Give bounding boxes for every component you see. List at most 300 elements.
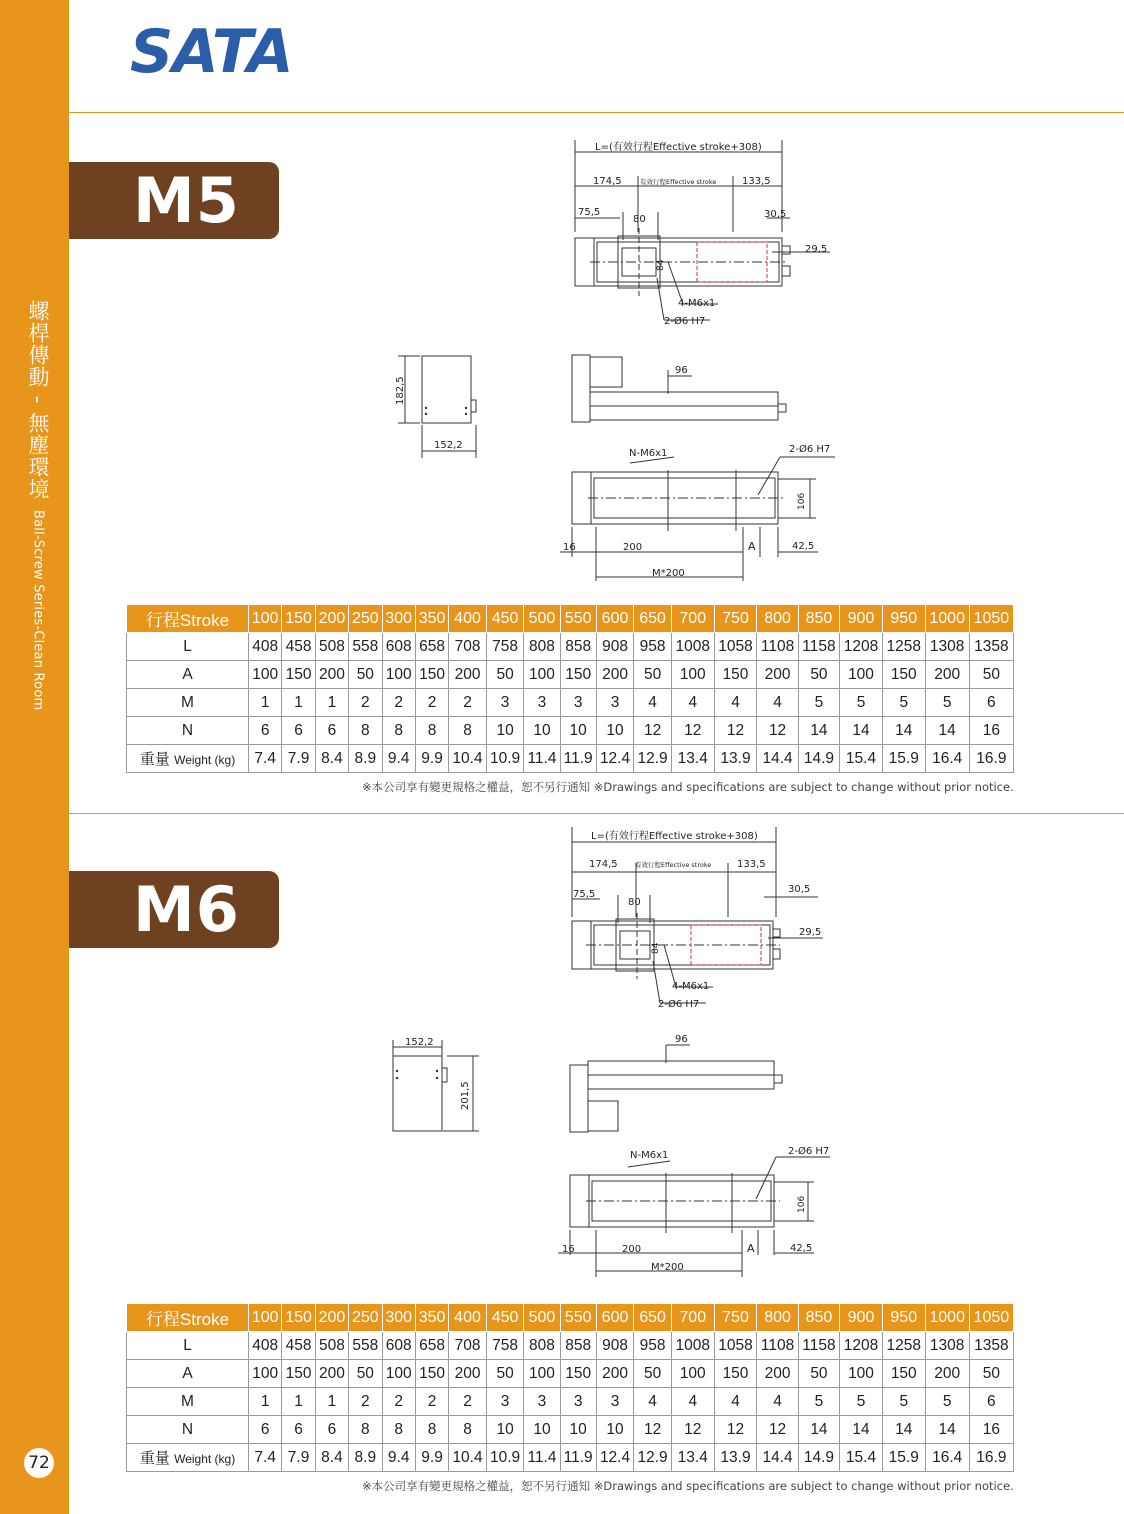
stroke-cell: 850 (798, 605, 839, 633)
dim-133: 133,5 (742, 176, 771, 187)
divider (69, 813, 1124, 814)
stroke-cell: 1000 (925, 1304, 969, 1332)
disclaimer-note: ※本公司享有變更規格之權益，恕不另行通知 ※Drawings and specifications are subject to change without prior notice. (362, 1479, 1014, 1493)
weight-cell: 11.9 (560, 745, 596, 773)
dim-200: 200 (623, 542, 643, 553)
model-tag-m6: M6 (69, 871, 279, 948)
table-cell: 758 (486, 1332, 524, 1360)
table-cell: 1108 (757, 1332, 798, 1360)
table-cell: 12 (757, 1416, 798, 1444)
table-cell: 4 (634, 689, 672, 717)
stroke-cell: 400 (449, 1304, 487, 1332)
m5-top-view-drawing (560, 132, 850, 332)
weight-cell: 16.4 (925, 1444, 969, 1472)
stroke-cell: 300 (382, 605, 415, 633)
weight-label-en: Weight (kg) (174, 1452, 236, 1466)
row-label (127, 1444, 249, 1472)
dim-width: 152,2 (434, 440, 463, 451)
table-cell: 1 (282, 1388, 315, 1416)
table-cell: 1308 (925, 633, 969, 661)
table-cell: 100 (671, 661, 714, 689)
table-cell: 858 (560, 1332, 596, 1360)
label-n-tap: N-M6x1 (629, 448, 668, 459)
table-cell: 200 (449, 661, 487, 689)
weight-cell: 7.4 (249, 745, 282, 773)
table-cell: 1358 (969, 633, 1013, 661)
stroke-cell: 750 (714, 1304, 757, 1332)
table-cell: 1 (315, 1388, 348, 1416)
table-cell: 150 (560, 1360, 596, 1388)
row-label (127, 745, 249, 773)
table-cell: 408 (249, 1332, 282, 1360)
table-cell: 608 (382, 633, 415, 661)
dim-80: 80 (628, 897, 641, 908)
weight-cell: 12.9 (634, 745, 672, 773)
weight-cell: 11.4 (524, 745, 560, 773)
table-cell: 5 (798, 689, 839, 717)
table-cell: 200 (449, 1360, 487, 1388)
dim-height: 182,5 (395, 376, 406, 405)
dim-a: A (748, 540, 756, 553)
table-cell: 5 (925, 689, 969, 717)
stroke-cell: 900 (840, 605, 883, 633)
label-tap: 4-M6x1 (672, 981, 710, 992)
table-cell: 3 (596, 1388, 634, 1416)
row-label: 行程Stroke (127, 605, 249, 633)
stroke-cell: 350 (415, 605, 448, 633)
table-cell: 2 (349, 1388, 382, 1416)
table-cell: 5 (798, 1388, 839, 1416)
dim-width: 152,2 (405, 1037, 434, 1048)
table-cell: 1208 (840, 1332, 883, 1360)
table-cell: 50 (969, 661, 1013, 689)
table-cell: 1 (315, 689, 348, 717)
stroke-row (127, 1304, 1014, 1332)
table-cell: 2 (415, 689, 448, 717)
weight-label-zh: 重量 (139, 751, 170, 768)
table-cell: 100 (671, 1360, 714, 1388)
table-cell: 1258 (882, 1332, 925, 1360)
table-cell: 10 (524, 717, 560, 745)
table-cell: 3 (524, 1388, 560, 1416)
stroke-cell: 1050 (969, 1304, 1013, 1332)
table-cell: 658 (415, 633, 448, 661)
table-cell: 8 (415, 1416, 448, 1444)
weight-cell: 9.4 (382, 745, 415, 773)
weight-cell: 9.4 (382, 1444, 415, 1472)
table-cell: 50 (349, 661, 382, 689)
row-label: L (127, 1332, 249, 1360)
table-cell: 1208 (840, 633, 883, 661)
weight-cell: 7.9 (282, 745, 315, 773)
row-label: N (127, 717, 249, 745)
table-cell: 150 (282, 661, 315, 689)
weight-label-zh: 重量 (139, 1450, 170, 1467)
table-cell: 658 (415, 1332, 448, 1360)
label-pin: 2-Ø6 H7 (664, 316, 706, 327)
dim-a: A (747, 1242, 755, 1255)
weight-cell: 10.9 (486, 745, 524, 773)
dim-106: 106 (797, 1195, 807, 1213)
table-row (127, 1360, 1014, 1388)
weight-cell: 11.4 (524, 1444, 560, 1472)
weight-cell: 12.9 (634, 1444, 672, 1472)
table-cell: 1058 (714, 633, 757, 661)
table-row (127, 1332, 1014, 1360)
weight-cell: 16.4 (925, 745, 969, 773)
weight-cell: 7.4 (249, 1444, 282, 1472)
dim-84: 84 (656, 259, 666, 271)
dim-106: 106 (797, 492, 807, 510)
table-cell: 200 (315, 1360, 348, 1388)
table-cell: 8 (382, 717, 415, 745)
table-cell: 14 (882, 717, 925, 745)
table-cell: 50 (969, 1360, 1013, 1388)
sidebar (0, 0, 69, 1514)
table-cell: 1008 (671, 1332, 714, 1360)
table-cell: 50 (798, 1360, 839, 1388)
table-cell: 2 (382, 689, 415, 717)
table-cell: 150 (714, 661, 757, 689)
weight-cell: 9.9 (415, 1444, 448, 1472)
table-cell: 200 (925, 661, 969, 689)
table-cell: 4 (634, 1388, 672, 1416)
table-cell: 958 (634, 1332, 672, 1360)
table-cell: 10 (486, 717, 524, 745)
weight-cell: 8.4 (315, 1444, 348, 1472)
dim-l-formula: L=(有效行程Effective stroke+308) (595, 142, 762, 153)
weight-cell: 14.4 (757, 745, 798, 773)
table-cell: 3 (596, 689, 634, 717)
table-cell: 1008 (671, 633, 714, 661)
table-cell: 16 (969, 717, 1013, 745)
dim-16: 16 (562, 1244, 575, 1255)
dim-174: 174,5 (589, 859, 618, 870)
stroke-cell: 500 (524, 1304, 560, 1332)
table-cell: 708 (449, 633, 487, 661)
table-row (127, 1388, 1014, 1416)
dim-l-formula: L=(有效行程Effective stroke+308) (591, 831, 758, 842)
table-cell: 2 (449, 1388, 487, 1416)
stroke-cell: 300 (382, 1304, 415, 1332)
table-cell: 5 (882, 689, 925, 717)
stroke-cell: 700 (671, 1304, 714, 1332)
m5-end-view-drawing (390, 350, 490, 460)
table-cell: 12 (671, 717, 714, 745)
dim-16: 16 (563, 542, 576, 553)
table-cell: 6 (249, 1416, 282, 1444)
table-cell: 1358 (969, 1332, 1013, 1360)
weight-cell: 8.9 (349, 1444, 382, 1472)
table-row (127, 633, 1014, 661)
stroke-cell: 350 (415, 1304, 448, 1332)
stroke-cell: 650 (634, 1304, 672, 1332)
table-cell: 6 (315, 1416, 348, 1444)
table-cell: 150 (282, 1360, 315, 1388)
table-cell: 10 (596, 1416, 634, 1444)
table-cell: 200 (757, 661, 798, 689)
dim-84: 84 (651, 942, 661, 954)
weight-row (127, 745, 1014, 773)
table-cell: 100 (249, 1360, 282, 1388)
table-cell: 100 (840, 1360, 883, 1388)
table-cell: 5 (882, 1388, 925, 1416)
dim-200: 200 (622, 1244, 642, 1255)
divider (69, 112, 1124, 113)
weight-cell: 13.9 (714, 1444, 757, 1472)
table-cell: 150 (560, 661, 596, 689)
dim-75: 75,5 (578, 207, 601, 218)
label-n-tap: N-M6x1 (630, 1150, 669, 1161)
stroke-cell: 850 (798, 1304, 839, 1332)
table-cell: 14 (798, 1416, 839, 1444)
weight-cell: 10.4 (449, 745, 487, 773)
table-cell: 1058 (714, 1332, 757, 1360)
dim-80: 80 (633, 214, 646, 225)
label-tap: 4-M6x1 (678, 298, 716, 309)
table-cell: 908 (596, 1332, 634, 1360)
table-cell: 1308 (925, 1332, 969, 1360)
weight-cell: 8.9 (349, 745, 382, 773)
table-cell: 558 (349, 633, 382, 661)
table-cell: 50 (634, 1360, 672, 1388)
table-cell: 4 (671, 1388, 714, 1416)
weight-cell: 10.4 (449, 1444, 487, 1472)
table-cell: 100 (840, 661, 883, 689)
table-cell: 4 (671, 689, 714, 717)
dim-96: 96 (675, 365, 688, 376)
table-cell: 8 (415, 717, 448, 745)
table-row (127, 661, 1014, 689)
m5-side-bottom-drawing (560, 345, 850, 590)
weight-cell: 12.4 (596, 1444, 634, 1472)
stroke-cell: 750 (714, 605, 757, 633)
weight-cell: 15.9 (882, 1444, 925, 1472)
table-row (127, 689, 1014, 717)
stroke-cell: 200 (315, 1304, 348, 1332)
table-cell: 200 (315, 661, 348, 689)
table-cell: 200 (596, 1360, 634, 1388)
weight-cell: 15.9 (882, 745, 925, 773)
table-cell: 3 (486, 689, 524, 717)
table-cell: 14 (925, 1416, 969, 1444)
stroke-cell: 500 (524, 605, 560, 633)
label-pin2: 2-Ø6 H7 (789, 444, 831, 455)
table-row (127, 1416, 1014, 1444)
weight-cell: 14.9 (798, 1444, 839, 1472)
spec-table-m5 (126, 604, 1014, 773)
table-cell: 6 (282, 717, 315, 745)
stroke-cell: 550 (560, 1304, 596, 1332)
page-number: 72 (24, 1448, 54, 1478)
table-cell: 1 (282, 689, 315, 717)
table-row (127, 717, 1014, 745)
table-cell: 10 (524, 1416, 560, 1444)
dim-29: 29,5 (799, 927, 822, 938)
table-cell: 14 (798, 717, 839, 745)
table-cell: 1 (249, 689, 282, 717)
table-cell: 558 (349, 1332, 382, 1360)
table-cell: 3 (560, 689, 596, 717)
weight-cell: 16.9 (969, 745, 1013, 773)
dim-m200: M*200 (651, 1262, 684, 1273)
row-label: 行程Stroke (127, 1304, 249, 1332)
sidebar-title (22, 300, 54, 710)
m6-side-bottom-drawing (558, 1027, 848, 1282)
stroke-cell: 900 (840, 1304, 883, 1332)
table-cell: 150 (882, 1360, 925, 1388)
dim-height: 201,5 (460, 1081, 471, 1110)
table-cell: 608 (382, 1332, 415, 1360)
table-cell: 3 (524, 689, 560, 717)
sidebar-title-en: Ball-Screw Series-Clean Room (30, 509, 46, 711)
stroke-cell: 450 (486, 1304, 524, 1332)
stroke-cell: 450 (486, 605, 524, 633)
table-cell: 8 (349, 1416, 382, 1444)
weight-cell: 15.4 (840, 745, 883, 773)
weight-cell: 11.9 (560, 1444, 596, 1472)
table-cell: 14 (840, 1416, 883, 1444)
stroke-cell: 1050 (969, 605, 1013, 633)
stroke-cell: 950 (882, 605, 925, 633)
table-cell: 2 (382, 1388, 415, 1416)
row-label: A (127, 661, 249, 689)
table-cell: 200 (925, 1360, 969, 1388)
dim-133: 133,5 (737, 859, 766, 870)
stroke-cell: 250 (349, 1304, 382, 1332)
table-cell: 14 (840, 717, 883, 745)
label-pin: 2-Ø6 H7 (658, 999, 700, 1010)
table-cell: 100 (524, 1360, 560, 1388)
table-cell: 958 (634, 633, 672, 661)
table-cell: 12 (634, 1416, 672, 1444)
dim-stroke-small: 有效行程Effective stroke (640, 178, 717, 186)
stroke-cell: 950 (882, 1304, 925, 1332)
stroke-cell: 800 (757, 1304, 798, 1332)
table-cell: 1108 (757, 633, 798, 661)
table-cell: 8 (449, 1416, 487, 1444)
table-cell: 150 (882, 661, 925, 689)
table-cell: 908 (596, 633, 634, 661)
table-cell: 8 (382, 1416, 415, 1444)
table-cell: 50 (486, 1360, 524, 1388)
weight-cell: 13.9 (714, 745, 757, 773)
sidebar-title-zh: 螺桿傳動 - 無塵環境 (26, 300, 50, 500)
table-cell: 4 (757, 1388, 798, 1416)
dim-30: 30,5 (764, 209, 787, 220)
table-cell: 458 (282, 1332, 315, 1360)
table-cell: 200 (596, 661, 634, 689)
weight-cell: 8.4 (315, 745, 348, 773)
table-cell: 3 (560, 1388, 596, 1416)
table-cell: 758 (486, 633, 524, 661)
stroke-cell: 150 (282, 605, 315, 633)
table-cell: 50 (798, 661, 839, 689)
table-cell: 10 (486, 1416, 524, 1444)
stroke-cell: 700 (671, 605, 714, 633)
table-cell: 50 (349, 1360, 382, 1388)
stroke-cell: 200 (315, 605, 348, 633)
stroke-cell: 100 (249, 1304, 282, 1332)
table-cell: 858 (560, 633, 596, 661)
table-cell: 808 (524, 1332, 560, 1360)
row-label: M (127, 1388, 249, 1416)
stroke-cell: 600 (596, 605, 634, 633)
weight-label-en: Weight (kg) (174, 753, 236, 767)
table-cell: 5 (840, 689, 883, 717)
spec-table-m6 (126, 1303, 1014, 1472)
table-cell: 708 (449, 1332, 487, 1360)
table-cell: 1 (249, 1388, 282, 1416)
weight-row (127, 1444, 1014, 1472)
table-cell: 2 (349, 689, 382, 717)
table-cell: 100 (524, 661, 560, 689)
table-cell: 5 (925, 1388, 969, 1416)
dim-m200: M*200 (652, 568, 685, 579)
table-cell: 16 (969, 1416, 1013, 1444)
table-cell: 8 (449, 717, 487, 745)
m6-top-view-drawing (558, 821, 848, 1016)
table-cell: 2 (449, 689, 487, 717)
table-cell: 100 (249, 661, 282, 689)
table-cell: 6 (315, 717, 348, 745)
table-cell: 12 (757, 717, 798, 745)
label-pin2: 2-Ø6 H7 (788, 1146, 830, 1157)
weight-cell: 12.4 (596, 745, 634, 773)
table-cell: 12 (671, 1416, 714, 1444)
table-cell: 4 (714, 1388, 757, 1416)
weight-cell: 13.4 (671, 1444, 714, 1472)
table-cell: 6 (282, 1416, 315, 1444)
table-cell: 508 (315, 1332, 348, 1360)
table-cell: 14 (925, 717, 969, 745)
dim-75: 75,5 (573, 889, 596, 900)
weight-cell: 13.4 (671, 745, 714, 773)
table-cell: 10 (560, 717, 596, 745)
table-cell: 150 (415, 661, 448, 689)
dim-stroke-small: 有效行程Effective stroke (635, 861, 712, 869)
table-cell: 6 (969, 1388, 1013, 1416)
stroke-cell: 100 (249, 605, 282, 633)
dim-96: 96 (675, 1034, 688, 1045)
stroke-cell: 800 (757, 605, 798, 633)
table-cell: 1158 (798, 1332, 839, 1360)
weight-cell: 15.4 (840, 1444, 883, 1472)
table-cell: 2 (415, 1388, 448, 1416)
table-cell: 10 (560, 1416, 596, 1444)
table-cell: 12 (714, 1416, 757, 1444)
m6-end-view-drawing (385, 1030, 485, 1140)
weight-cell: 10.9 (486, 1444, 524, 1472)
table-cell: 150 (415, 1360, 448, 1388)
stroke-cell: 150 (282, 1304, 315, 1332)
row-label: L (127, 633, 249, 661)
table-cell: 200 (757, 1360, 798, 1388)
weight-cell: 14.4 (757, 1444, 798, 1472)
table-cell: 50 (634, 661, 672, 689)
dim-29: 29,5 (805, 244, 828, 255)
table-cell: 508 (315, 633, 348, 661)
table-cell: 50 (486, 661, 524, 689)
table-cell: 808 (524, 633, 560, 661)
dim-42: 42,5 (790, 1243, 813, 1254)
weight-cell: 9.9 (415, 745, 448, 773)
table-cell: 1258 (882, 633, 925, 661)
stroke-cell: 600 (596, 1304, 634, 1332)
row-label: A (127, 1360, 249, 1388)
table-cell: 6 (249, 717, 282, 745)
table-cell: 14 (882, 1416, 925, 1444)
